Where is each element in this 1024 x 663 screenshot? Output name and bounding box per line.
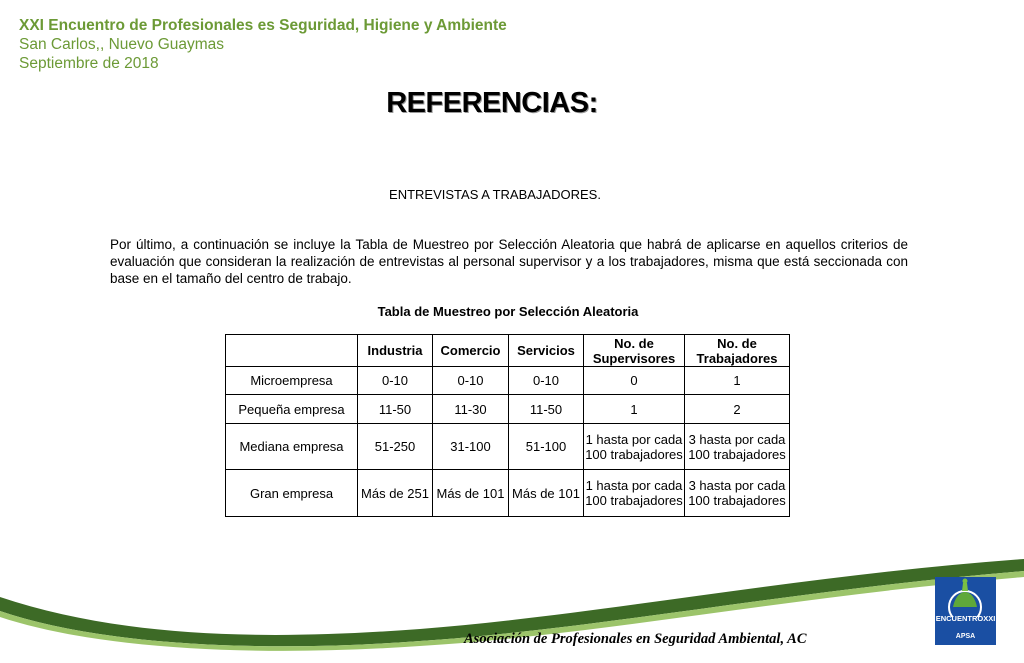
table-cell: 3 hasta por cada 100 trabajadores bbox=[685, 424, 790, 470]
table-cell: 11-50 bbox=[509, 395, 584, 424]
table-cell: 0 bbox=[584, 367, 685, 395]
header-cell: No. de Trabajadores bbox=[685, 335, 790, 367]
footer-association: Asociación de Profesionales en Seguridad Ambiental, AC bbox=[464, 631, 807, 647]
table-cell: 1 hasta por cada 100 trabajadores bbox=[584, 470, 685, 517]
header-cell: Comercio bbox=[433, 335, 509, 367]
header-cell bbox=[226, 335, 358, 367]
table-cell: Microempresa bbox=[226, 367, 358, 395]
table-cell: 1 hasta por cada 100 trabajadores bbox=[584, 424, 685, 470]
table-cell: Mediana empresa bbox=[226, 424, 358, 470]
event-location: San Carlos,, Nuevo Guaymas bbox=[19, 36, 225, 53]
table-row bbox=[226, 470, 790, 517]
header-cell: Industria bbox=[358, 335, 433, 367]
logo-subtext: APSA bbox=[955, 633, 976, 640]
table-cell: 0-10 bbox=[358, 367, 433, 395]
apsa-logo bbox=[935, 577, 996, 645]
table-cell: Más de 251 bbox=[358, 470, 433, 517]
event-title: XXI Encuentro de Profesionales es Seguridad, Higiene y Ambiente bbox=[19, 17, 507, 34]
header-cell: Servicios bbox=[509, 335, 584, 367]
slide-title: REFERENCIAS: bbox=[386, 87, 598, 119]
table-row bbox=[226, 424, 790, 470]
slide-header bbox=[19, 16, 507, 73]
table-cell: 11-50 bbox=[358, 395, 433, 424]
table-cell: Más de 101 bbox=[509, 470, 584, 517]
table-cell: 2 bbox=[685, 395, 790, 424]
table-cell: 0-10 bbox=[433, 367, 509, 395]
logo-text: ENCUENTROXXI bbox=[935, 614, 996, 623]
table-cell: 0-10 bbox=[509, 367, 584, 395]
table-cell: 51-100 bbox=[509, 424, 584, 470]
table-cell: 1 bbox=[685, 367, 790, 395]
table-cell: 51-250 bbox=[358, 424, 433, 470]
table-title: Tabla de Muestreo por Selección Aleatoria bbox=[377, 304, 639, 319]
intro-paragraph: Por último, a continuación se incluye la Tabla de Muestreo por Selección Aleatoria que habrá de aplicarse en aquellos criterios de evaluación que consideran la realización de entrevistas al personal supervisor y a los trabajadores, misma que está seccionada con base en el tamaño del centro de trabajo. bbox=[110, 237, 908, 286]
logo-emblem-icon bbox=[935, 577, 996, 617]
table-cell: 1 bbox=[584, 395, 685, 424]
table-cell: Más de 101 bbox=[433, 470, 509, 517]
header-cell: No. de Supervisores bbox=[584, 335, 685, 367]
table-row bbox=[226, 395, 790, 424]
table-row bbox=[226, 367, 790, 395]
sampling-table bbox=[225, 334, 790, 517]
table-cell: 3 hasta por cada 100 trabajadores bbox=[685, 470, 790, 517]
section-subtitle: ENTREVISTAS A TRABAJADORES. bbox=[389, 187, 601, 202]
table-header-row bbox=[226, 335, 790, 367]
table-cell: 11-30 bbox=[433, 395, 509, 424]
table-cell: 31-100 bbox=[433, 424, 509, 470]
event-date: Septiembre de 2018 bbox=[19, 55, 159, 72]
table-cell: Gran empresa bbox=[226, 470, 358, 517]
table-cell: Pequeña empresa bbox=[226, 395, 358, 424]
